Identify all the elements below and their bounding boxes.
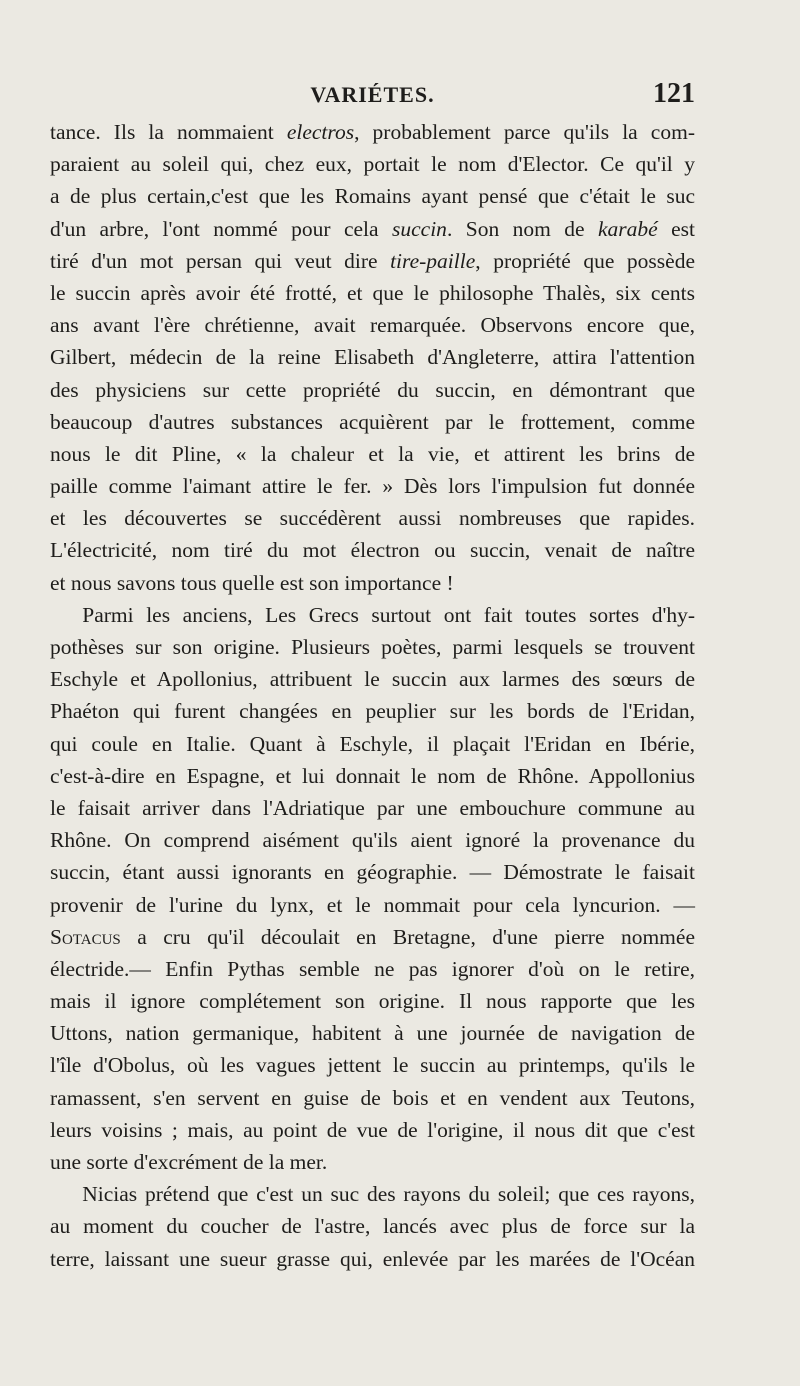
text-run: L'électricité, nom tiré du mot électron ou succin, venait de naître — [50, 538, 695, 563]
text-run: le faisait arriver dans l'Adriatique par une embouchure commune au — [50, 795, 695, 820]
text-line — [50, 180, 695, 212]
text-run: tance. Ils la nommaient — [50, 120, 287, 144]
text-line — [50, 695, 695, 727]
text-run: a de plus certain,c'est que les Romains ayant pensé que c'était le suc — [50, 184, 695, 209]
text-line — [50, 438, 695, 470]
small-caps-name: Sotacus — [50, 924, 121, 949]
text-line — [50, 760, 695, 792]
text-line — [50, 1049, 695, 1081]
text-line — [50, 1178, 695, 1210]
text-line — [50, 728, 695, 760]
page-header — [50, 78, 695, 114]
text-run: une sorte d'excrément de la mer. — [50, 1150, 328, 1174]
text-run: Nicias prétend que c'est un suc des rayons du soleil; que ces rayons, — [50, 1182, 695, 1207]
text-line — [50, 1210, 695, 1242]
text-run: , probablement parce qu'ils la com- — [354, 120, 695, 144]
text-run: . Son nom de — [446, 216, 598, 241]
text-run: tiré d'un mot persan qui veut dire — [50, 248, 391, 273]
italic-term: karabé — [597, 216, 658, 241]
text-line — [50, 470, 695, 502]
text-run: Parmi les anciens, Les Grecs surtout ont fait toutes sortes d'hy- — [50, 602, 695, 627]
text-run: d'un arbre, l'ont nommé pour cela — [50, 216, 392, 241]
text-line — [50, 245, 695, 277]
text-line — [50, 374, 695, 406]
text-run: beaucoup d'autres substances acquièrent par le frottement, comme — [50, 409, 695, 434]
text-run: Phaéton qui furent changées en peuplier sur les bords de l'Eridan, — [50, 699, 695, 724]
text-line — [50, 792, 695, 824]
text-run: ramassent, s'en servent en guise de bois et en vendent aux Teutons, — [50, 1085, 695, 1110]
text-run: et les découvertes se succédèrent aussi nombreuses que rapides. — [50, 506, 695, 531]
text-run: l'île d'Obolus, où les vagues jettent le succin au printemps, qu'ils le — [50, 1053, 695, 1078]
text-line — [50, 953, 695, 985]
text-line — [50, 599, 695, 631]
text-line — [50, 148, 695, 180]
text-run: nous le dit Pline, « la chaleur et la vie, et attirent les brins de — [50, 441, 695, 466]
italic-term: succin — [392, 216, 447, 241]
text-line — [50, 889, 695, 921]
text-run: paille comme l'aimant attire le fer. » Dès lors l'impulsion fut donnée — [50, 474, 695, 499]
italic-term: electros — [286, 120, 355, 144]
text-run: succin, étant aussi ignorants en géographie. — Démostrate le faisait — [50, 860, 695, 885]
text-line — [50, 631, 695, 663]
text-line — [50, 502, 695, 534]
text-line — [50, 824, 695, 856]
text-run: ans avant l'ère chrétienne, avait remarquée. Observons encore que, — [50, 313, 695, 338]
text-run: Eschyle et Apollonius, attribuent le succin aux larmes des sœurs de — [50, 667, 695, 692]
text-run: Uttons, nation germanique, habitent à une journée de navigation de — [50, 1021, 695, 1046]
text-line — [50, 856, 695, 888]
text-run: le succin après avoir été frotté, et que le philosophe Thalès, six cents — [50, 280, 695, 305]
text-line — [50, 309, 695, 341]
text-run: qui coule en Italie. Quant à Eschyle, il plaçait l'Eridan en Ibérie, — [50, 731, 695, 756]
text-line — [50, 567, 695, 599]
text-run: électride.— Enfin Pythas semble ne pas ignorer d'où on le retire, — [50, 956, 695, 981]
text-run: , propriété que possède — [475, 248, 695, 273]
text-run: paraient au soleil qui, chez eux, portait le nom d'Elector. Ce qu'il y — [50, 152, 695, 177]
text-line — [50, 116, 695, 148]
text-run: provenir de l'urine du lynx, et le nommait pour cela lyncurion. — — [50, 892, 695, 917]
text-run: des physiciens sur cette propriété du succin, en démontrant que — [50, 377, 695, 402]
page-number: 121 — [653, 78, 695, 109]
text-run: pothèses sur son origine. Plusieurs poètes, parmi lesquels se trouvent — [50, 635, 695, 659]
text-line — [50, 406, 695, 438]
text-run: est — [657, 216, 695, 241]
running-title: VARIÉTES. — [310, 82, 435, 107]
text-line — [50, 277, 695, 309]
text-run: Gilbert, médecin de la reine Elisabeth d'Angleterre, attira l'attention — [50, 345, 695, 370]
text-run: Rhône. On comprend aisément qu'ils aient ignoré la provenance du — [50, 828, 695, 853]
text-run: au moment du coucher de l'astre, lancés avec plus de force sur la — [50, 1214, 695, 1239]
text-line — [50, 663, 695, 695]
text-line — [50, 534, 695, 566]
text-line — [50, 1243, 695, 1275]
text-line — [50, 1082, 695, 1114]
text-run: leurs voisins ; mais, au point de vue de l'origine, il nous dit que c'est — [50, 1117, 695, 1142]
text-run: c'est-à-dire en Espagne, et lui donnait le nom de Rhône. Appollonius — [50, 763, 695, 788]
text-line — [50, 921, 695, 953]
text-line — [50, 985, 695, 1017]
text-run: a cru qu'il découlait en Bretagne, d'une pierre nommée — [120, 924, 695, 949]
text-line — [50, 341, 695, 373]
text-run: mais il ignore complétement son origine. Il nous rapporte que les — [50, 989, 695, 1014]
text-line — [50, 1017, 695, 1049]
italic-term: tire-paille — [390, 248, 476, 273]
text-line — [50, 1146, 695, 1178]
body-text — [50, 116, 695, 1275]
text-run: et nous savons tous quelle est son importance ! — [50, 570, 454, 595]
text-run: terre, laissant une sueur grasse qui, enlevée par les marées de l'Océan — [50, 1246, 695, 1271]
text-line — [50, 213, 695, 245]
text-line — [50, 1114, 695, 1146]
